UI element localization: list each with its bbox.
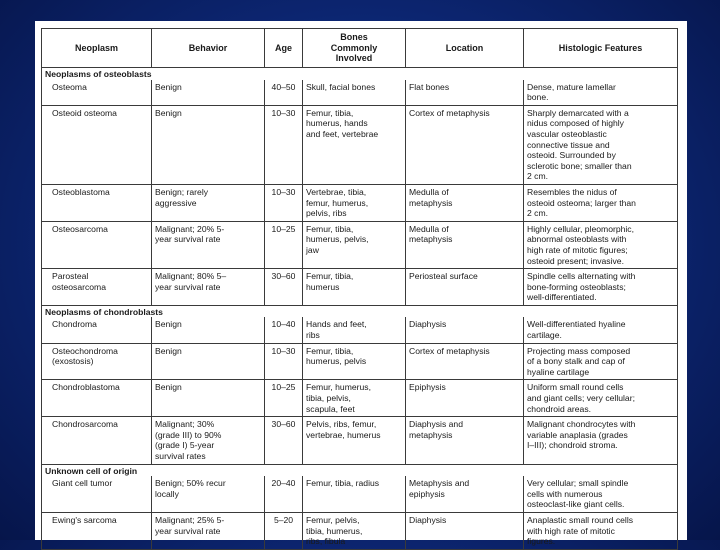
cell-behavior: Malignant; 25% 5- year survival rate: [152, 512, 265, 549]
group-row: [42, 305, 678, 317]
cell-neoplasm: Osteoblastoma: [42, 184, 152, 221]
cell-behavior: Benign: [152, 343, 265, 380]
cell-location: Diaphysis: [406, 512, 524, 549]
table-row: [42, 417, 678, 464]
cell-bones: Femur, tibia, humerus, pelvis, jaw: [303, 221, 406, 268]
cell-neoplasm: Osteosarcoma: [42, 221, 152, 268]
table-row: [42, 476, 678, 512]
bone-tumor-table: [41, 28, 678, 550]
cell-neoplasm: Parosteal osteosarcoma: [42, 269, 152, 306]
cell-location: Metaphysis and epiphysis: [406, 476, 524, 512]
table-row: [42, 184, 678, 221]
cell-bones: Femur, pelvis, tibia, humerus, ribs, fibula: [303, 512, 406, 549]
group-title: Neoplasms of osteoblasts: [42, 68, 678, 80]
slide-sheet: [35, 21, 687, 547]
cell-age: 40–50: [265, 80, 303, 106]
table-body: [42, 68, 678, 550]
cell-age: 10–25: [265, 380, 303, 417]
cell-behavior: Benign; 50% recur locally: [152, 476, 265, 512]
cell-location: Flat bones: [406, 80, 524, 106]
cell-age: 30–60: [265, 269, 303, 306]
table-row: [42, 105, 678, 184]
cell-bones: Femur, tibia, humerus: [303, 269, 406, 306]
cell-location: Diaphysis: [406, 317, 524, 343]
cell-neoplasm: Osteoma: [42, 80, 152, 106]
cell-histologic: Highly cellular, pleomorphic, abnormal osteoblasts with high rate of mitotic figures; osteoid present; invasive.: [524, 221, 678, 268]
cell-behavior: Benign: [152, 317, 265, 343]
group-title: Neoplasms of chondroblasts: [42, 305, 678, 317]
header-age: Age: [265, 29, 303, 68]
cell-behavior: Malignant; 80% 5– year survival rate: [152, 269, 265, 306]
cell-neoplasm: Ewing's sarcoma: [42, 512, 152, 549]
cell-histologic: Malignant chondrocytes with variable anaplasia (grades I–III); chondroid stroma.: [524, 417, 678, 464]
header-histologic: Histologic Features: [524, 29, 678, 68]
table-row: [42, 380, 678, 417]
cell-bones: Femur, tibia, humerus, hands and feet, vertebrae: [303, 105, 406, 184]
group-title: Unknown cell of origin: [42, 464, 678, 476]
table-row: [42, 221, 678, 268]
cell-age: 10–30: [265, 184, 303, 221]
cell-behavior: Benign; rarely aggressive: [152, 184, 265, 221]
header-location: Location: [406, 29, 524, 68]
cell-behavior: Malignant; 20% 5- year survival rate: [152, 221, 265, 268]
cell-neoplasm: Osteochondroma (exostosis): [42, 343, 152, 380]
cell-histologic: Well-differentiated hyaline cartilage.: [524, 317, 678, 343]
cell-behavior: Malignant; 30% (grade III) to 90% (grade I) 5-year survival rates: [152, 417, 265, 464]
cell-histologic: Projecting mass composed of a bony stalk and cap of hyaline cartilage: [524, 343, 678, 380]
cell-bones: Vertebrae, tibia, femur, humerus, pelvis, ribs: [303, 184, 406, 221]
header-behavior: Behavior: [152, 29, 265, 68]
cell-location: Cortex of metaphysis: [406, 105, 524, 184]
cell-bones: Femur, humerus, tibia, pelvis, scapula, feet: [303, 380, 406, 417]
cell-bones: Femur, tibia, radius: [303, 476, 406, 512]
cell-histologic: Sharply demarcated with a nidus composed of highly vascular osteoblastic connective tissue and osteoid. Surrounded by sclerotic bone; smaller than 2 cm.: [524, 105, 678, 184]
cell-histologic: Very cellular; small spindle cells with numerous osteoclast-like giant cells.: [524, 476, 678, 512]
cell-neoplasm: Chondroma: [42, 317, 152, 343]
cell-age: 30–60: [265, 417, 303, 464]
cell-histologic: Uniform small round cells and giant cells; very cellular; chondroid areas.: [524, 380, 678, 417]
cell-histologic: Anaplastic small round cells with high rate of mitotic figures.: [524, 512, 678, 549]
cell-neoplasm: Osteoid osteoma: [42, 105, 152, 184]
cell-histologic: Resembles the nidus of osteoid osteoma; larger than 2 cm.: [524, 184, 678, 221]
cell-bones: Femur, tibia, humerus, pelvis: [303, 343, 406, 380]
table-row: [42, 317, 678, 343]
cell-neoplasm: Giant cell tumor: [42, 476, 152, 512]
cell-location: Cortex of metaphysis: [406, 343, 524, 380]
cell-age: 20–40: [265, 476, 303, 512]
cell-location: Medulla of metaphysis: [406, 221, 524, 268]
cell-age: 10–25: [265, 221, 303, 268]
table-row: [42, 343, 678, 380]
header-row: [42, 29, 678, 68]
group-row: [42, 464, 678, 476]
header-neoplasm: Neoplasm: [42, 29, 152, 68]
group-row: [42, 68, 678, 80]
cell-location: Medulla of metaphysis: [406, 184, 524, 221]
cell-neoplasm: Chondrosarcoma: [42, 417, 152, 464]
cell-location: Epiphysis: [406, 380, 524, 417]
cell-behavior: Benign: [152, 380, 265, 417]
cell-age: 5–20: [265, 512, 303, 549]
header-bones: Bones Commonly Involved: [303, 29, 406, 68]
cell-neoplasm: Chondroblastoma: [42, 380, 152, 417]
cell-behavior: Benign: [152, 105, 265, 184]
table-row: [42, 512, 678, 549]
cell-location: Diaphysis and metaphysis: [406, 417, 524, 464]
cell-histologic: Spindle cells alternating with bone-forming osteoblasts; well-differentiated.: [524, 269, 678, 306]
cell-bones: Skull, facial bones: [303, 80, 406, 106]
cell-age: 10–30: [265, 105, 303, 184]
cell-age: 10–30: [265, 343, 303, 380]
cell-location: Periosteal surface: [406, 269, 524, 306]
cell-histologic: Dense, mature lamellar bone.: [524, 80, 678, 106]
cell-bones: Hands and feet, ribs: [303, 317, 406, 343]
table-row: [42, 269, 678, 306]
cell-age: 10–40: [265, 317, 303, 343]
cell-behavior: Benign: [152, 80, 265, 106]
table-row: [42, 80, 678, 106]
cell-bones: Pelvis, ribs, femur, vertebrae, humerus: [303, 417, 406, 464]
